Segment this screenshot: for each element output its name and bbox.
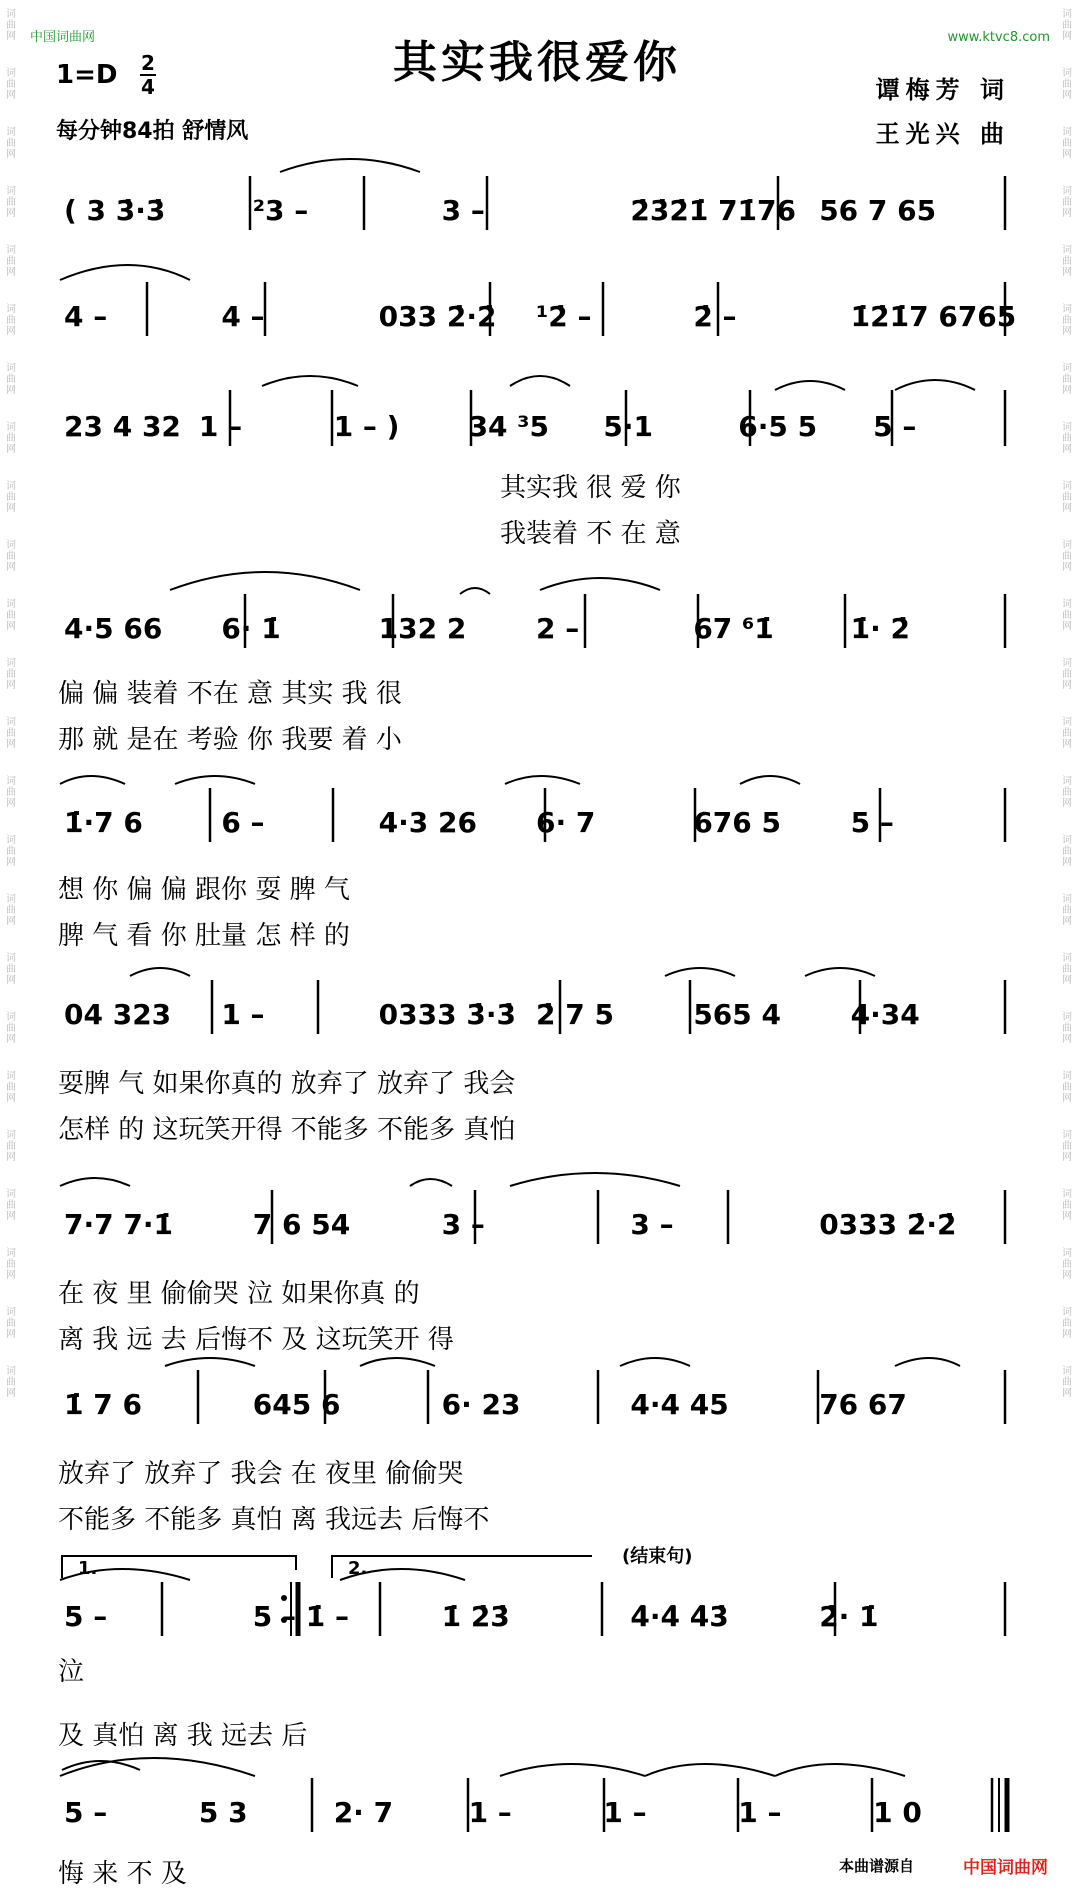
notation-lines — [64, 194, 1016, 1829]
measure-notes: 4·3 26 — [378, 806, 477, 839]
lyric-line: 耍脾 气 如果你真的 放弃了 放弃了 我会 — [58, 1069, 516, 1099]
measure-notes: 2 – — [536, 612, 580, 645]
composer-credit: 王光兴 曲 — [875, 120, 1010, 148]
measure-notes: 2̇3̇2̇1̇ 71̇76 — [630, 194, 797, 227]
measure-notes: 4·4 45 — [630, 1388, 729, 1421]
final-barline — [999, 1778, 1007, 1832]
measure-notes: 67 ⁶1̇ — [693, 612, 774, 645]
measure-notes: 1 0 — [873, 1796, 922, 1829]
measure-notes: 5 – — [64, 1796, 108, 1829]
measure-notes: 2̇· 1̇ — [819, 1600, 879, 1633]
lyric-line: 悔 来 不 及 — [58, 1859, 187, 1889]
measure-notes: 2· 7 — [333, 1796, 394, 1829]
measure-notes: 7·7 7·1̇ — [64, 1208, 173, 1241]
measure-notes: ( 3 3̇·3̇ — [64, 194, 166, 227]
measure-notes: 76 67 — [819, 1388, 907, 1421]
measure-notes: 1̇ 2̇3̇ — [441, 1600, 510, 1633]
lyric-line: 放弃了 放弃了 我会 在 夜里 偷偷哭 — [58, 1459, 464, 1489]
measure-notes: 6· 1̇ — [221, 612, 281, 645]
measure-notes: 1 – — [221, 998, 265, 1031]
time-signature-bottom: 4 — [141, 75, 155, 99]
footer-source-label: 本曲谱源自 — [838, 1857, 914, 1875]
measure-notes: 676 5 — [693, 806, 782, 839]
measure-notes: 565 4 — [693, 998, 782, 1031]
measure-notes: 1 – ) — [333, 410, 400, 443]
measure-notes: 23 4 32 — [64, 410, 181, 443]
measure-notes: 5 3 — [198, 1796, 248, 1829]
measure-notes: 5 – — [850, 806, 894, 839]
measure-notes: 1̇ 7 6 — [64, 1388, 142, 1421]
measure-notes: 1̇2̇1̇7 6765 — [850, 300, 1017, 333]
measure-notes: 7 6 54 — [252, 1208, 351, 1241]
measure-notes: 5 – — [873, 410, 917, 443]
measure-notes: 033 2̇·2̇ — [378, 300, 497, 333]
measure-notes: 1̇·7 6 — [64, 806, 143, 839]
watermark-strip-left: 词曲网 词曲网 词曲网 词曲网 词曲网 词曲网 词曲网 词曲网 词曲网 词曲网 词曲网 词曲网 词曲网 词曲网 词曲网 词曲网 词曲网 词曲网 词曲网 词曲网 词曲网 词曲网 词曲网 词曲网 — [3, 8, 15, 1398]
measure-notes: 5 – — [64, 1600, 108, 1633]
measure-notes: 6· 7 — [536, 806, 596, 839]
measure-notes: 5 – 1̇ – — [252, 1600, 350, 1633]
tempo-marking: 每分钟84拍 舒情风 — [56, 119, 249, 144]
lyric-line: 离 我 远 去 后悔不 及 这玩笑开 得 — [58, 1325, 454, 1355]
lyric-line: 我装着 不 在 意 — [500, 519, 681, 549]
lyric-line: 想 你 偏 偏 跟你 耍 脾 气 — [58, 875, 350, 905]
measure-notes: 34 ³5 — [468, 410, 550, 443]
measure-notes: ²3 – — [252, 194, 309, 227]
measure-notes: 5·1 — [603, 410, 654, 443]
measure-notes: 1 – — [738, 1796, 782, 1829]
measure-notes: 4̇·4̇ 4̇3̇ — [630, 1600, 729, 1633]
lyric-line: 在 夜 里 偷偷哭 泣 如果你真 的 — [58, 1279, 420, 1309]
measure-notes: 0333 2̇·2̇ — [819, 1208, 957, 1241]
measure-notes: 6·5 5 — [738, 410, 818, 443]
measure-notes: 3 – — [630, 1208, 674, 1241]
volta-brackets — [62, 1556, 592, 1578]
lyric-line: 偏 偏 装着 不在 意 其实 我 很 — [58, 679, 402, 709]
lyric-line: 及 真怕 离 我 远去 后 — [58, 1721, 308, 1751]
measure-notes: 4·34 — [850, 998, 920, 1031]
lyric-line: 脾 气 看 你 肚量 怎 样 的 — [58, 921, 350, 951]
lyric-line: 不能多 不能多 真怕 离 我远去 后悔不 — [58, 1505, 490, 1535]
measure-notes: 04 323 — [64, 998, 172, 1031]
volta-2-label: 2. — [348, 1558, 368, 1579]
ending-label: (结束句) — [622, 1546, 693, 1567]
measure-notes: 6 – — [221, 806, 265, 839]
watermark-strip-right: 词曲网 词曲网 词曲网 词曲网 词曲网 词曲网 词曲网 词曲网 词曲网 词曲网 词曲网 词曲网 词曲网 词曲网 词曲网 词曲网 词曲网 词曲网 词曲网 词曲网 词曲网 词曲网 词曲网 词曲网 — [1059, 8, 1071, 1398]
measure-notes: 3 – — [441, 1208, 485, 1241]
key-signature: 1=D — [56, 60, 118, 90]
lyric-line: 其实我 很 爱 你 — [500, 473, 681, 503]
measure-notes: 645 6 — [252, 1388, 341, 1421]
measure-notes: 1 – — [603, 1796, 647, 1829]
measure-notes: 56 7 65 — [819, 194, 937, 227]
site-url-top-right: www.ktvc8.com — [947, 30, 1050, 45]
volta-1-label: 1. — [78, 1558, 98, 1579]
measure-notes: 4 – — [64, 300, 108, 333]
lyric-line: 泣 — [58, 1657, 85, 1687]
lyric-line: 那 就 是在 考验 你 我要 着 小 — [58, 725, 402, 755]
lyricist-credit: 谭梅芳 词 — [875, 76, 1010, 104]
song-title: 其实我很爱你 — [393, 37, 681, 88]
measure-notes: 6· 23 — [441, 1388, 521, 1421]
measure-notes: 132 2 — [378, 612, 467, 645]
measure-notes: 3 – — [441, 194, 485, 227]
measure-notes: 0333 3̇·3̇ — [378, 998, 516, 1031]
site-name-top-left: 中国词曲网 — [30, 30, 96, 45]
lyric-lines — [58, 473, 682, 1889]
measure-notes: 2̇ – — [693, 300, 737, 333]
measure-notes: 4 – — [221, 300, 265, 333]
footer-site-name: 中国词曲网 — [963, 1858, 1048, 1878]
time-signature-top: 2 — [141, 51, 155, 75]
measure-notes: ¹2̇ – — [536, 300, 592, 333]
measure-notes: 2̇ 7 5 — [536, 998, 614, 1031]
measure-notes: 4·5 66 — [64, 612, 163, 645]
measure-notes: 1 – — [468, 1796, 512, 1829]
measure-notes: 1 – — [198, 410, 243, 443]
measure-notes: 1̇· 2̇ — [850, 612, 911, 645]
lyric-line: 怎样 的 这玩笑开得 不能多 不能多 真怕 — [58, 1115, 516, 1145]
